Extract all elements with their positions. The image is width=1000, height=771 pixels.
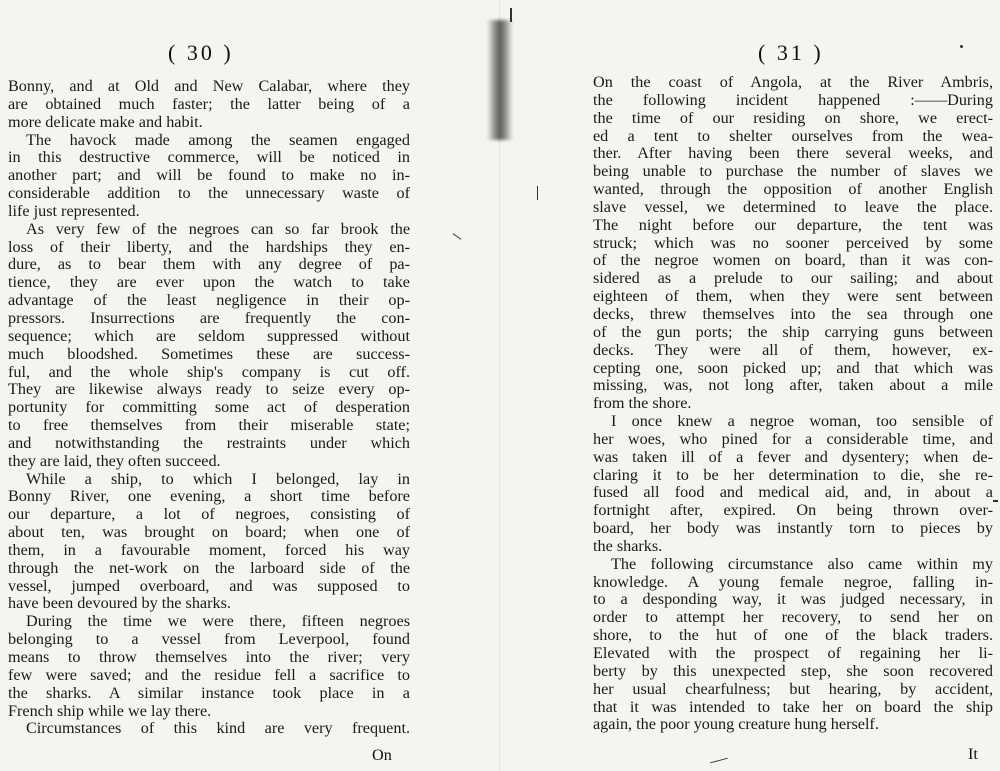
text-line: order to attempt her recovery, to send her on bbox=[593, 608, 993, 627]
text-line: the time of our residing on shore, we erect- bbox=[593, 108, 993, 127]
text-line: through the net-work on the larboard side of the bbox=[8, 558, 410, 577]
text-line: of the gun ports; the ship carrying guns between bbox=[593, 322, 993, 341]
text-line: I once knew a negroe woman, too sensible of bbox=[611, 412, 993, 431]
page-number: ( 31 ) bbox=[758, 40, 824, 65]
text-line: and notwithstanding the restraints under which bbox=[8, 433, 410, 452]
text-line: loss of their liberty, and the hardships they en- bbox=[8, 237, 410, 256]
text-line: Bonny, and at Old and New Calabar, where they bbox=[8, 77, 410, 95]
text-line: being unable to purchase the number of slaves we bbox=[593, 162, 993, 181]
text-line: struck; which was no sooner perceived by some bbox=[593, 233, 993, 252]
text-line: to free themselves from their miserable state; bbox=[8, 416, 410, 435]
text-line: the sharks. A similar instance took place in a bbox=[8, 683, 410, 702]
text-line: slave vessel, we determined to leave the place. bbox=[593, 197, 993, 216]
text-line: another part; and will be found to make no in- bbox=[8, 166, 410, 185]
text-line: the following incident happened :——During bbox=[593, 90, 993, 109]
text-line: life just represented. bbox=[8, 201, 140, 220]
text-line: from the shore. bbox=[593, 394, 692, 413]
page-number: ( 30 ) bbox=[168, 40, 234, 65]
text-line: tience, they are ever upon the watch to take bbox=[8, 273, 410, 292]
text-line: much bloodshed. Sometimes these are success- bbox=[8, 344, 410, 363]
text-line: Circumstances of this kind are very frequent. bbox=[26, 719, 410, 738]
text-line: Bonny River, one evening, a short time before bbox=[8, 487, 410, 506]
text-line: the sharks. bbox=[593, 536, 663, 555]
text-line: sequence; which are seldom suppressed without bbox=[8, 326, 410, 345]
text-line: our departure, a lot of negroes, consisting of bbox=[8, 505, 410, 524]
text-line: board, her body was instantly torn to pieces by bbox=[593, 519, 993, 538]
text-line: During the time we were there, fifteen negroes bbox=[26, 612, 410, 631]
text-line: The night before our departure, the tent was bbox=[593, 215, 993, 234]
text-line: in this destructive commerce, will be noticed in bbox=[8, 148, 410, 167]
text-line: cepting one, soon picked up; and that which was bbox=[593, 358, 993, 377]
text-line: shore, to the hut of one of the black traders. bbox=[593, 626, 993, 645]
text-line: few were saved; and the residue fell a sacrifice to bbox=[8, 665, 410, 684]
text-line: ed a tent to shelter ourselves from the wea- bbox=[593, 126, 993, 145]
text-line: missing, was, not long after, taken about a mile bbox=[593, 376, 993, 395]
text-line: dure, as to bear them with any degree of pa- bbox=[8, 255, 410, 274]
text-line: her usual chearfulness; but hearing, by accident, bbox=[593, 679, 993, 698]
text-line: wanted, through the opposition of another English bbox=[593, 180, 993, 199]
text-line: more delicate make and habit. bbox=[8, 112, 203, 131]
text-line: The following circumstance also came within my bbox=[611, 554, 993, 573]
text-line: of the negroe women on board, than it was con- bbox=[593, 251, 993, 270]
text-line: knowledge. A young female negroe, falling in- bbox=[593, 572, 993, 591]
text-line: have been devoured by the sharks. bbox=[8, 594, 231, 613]
text-line: French ship while we lay there. bbox=[8, 701, 212, 720]
text-line: ful, and the whole ship's company is cut off. bbox=[8, 362, 410, 381]
text-line: again, the poor young creature hung herself. bbox=[593, 715, 879, 734]
text-line: they are laid, they often succeed. bbox=[8, 451, 221, 470]
text-line: belonging to a vessel from Leverpool, found bbox=[8, 630, 410, 649]
text-line: claring it to be her determination to die, she re- bbox=[593, 465, 993, 484]
page-text bbox=[593, 74, 993, 734]
catchword: It bbox=[968, 745, 978, 763]
text-line: are obtained much faster; the latter being of a bbox=[8, 94, 410, 113]
text-line: that it was intended to take her on board the ship bbox=[593, 697, 993, 716]
text-line: On the coast of Angola, at the River Ambris, bbox=[593, 73, 993, 91]
text-line: fortnight after, expired. On being thrown over- bbox=[593, 501, 993, 520]
text-line: fused all food and medical aid, and, in about a bbox=[593, 483, 993, 502]
text-line: pressors. Insurrections are frequently the con- bbox=[8, 308, 410, 327]
text-line: While a ship, to which I belonged, lay in bbox=[26, 469, 410, 488]
catchword: On bbox=[372, 746, 392, 764]
text-line: about ten, was brought on board; when one of bbox=[8, 523, 410, 542]
text-line: means to throw themselves into the river; very bbox=[8, 648, 410, 666]
text-line: eighteen of them, when they were sent between bbox=[593, 287, 993, 306]
text-line: them, in a favourable moment, forced his way bbox=[8, 540, 410, 559]
text-line: was taken ill of a fever and dysentery; when de- bbox=[593, 447, 993, 466]
text-line: Elevated with the prospect of regaining her li- bbox=[593, 644, 993, 662]
text-line: ther. After having been there several weeks, and bbox=[593, 144, 993, 163]
text-line: decks. They were all of them, however, ex- bbox=[593, 340, 993, 359]
text-line: decks, threw themselves into the sea through one bbox=[593, 304, 993, 323]
text-line: advantage of the least negligence in their op- bbox=[8, 291, 410, 310]
page-text bbox=[8, 78, 410, 738]
text-line: They are likewise always ready to seize every op- bbox=[8, 380, 410, 399]
text-line: As very few of the negroes can so far brook the bbox=[26, 219, 410, 238]
right-page bbox=[500, 0, 1000, 771]
text-line: to a desponding way, it was judged necessary, in bbox=[593, 590, 993, 609]
text-line: sidered as a prelude to our sailing; and about bbox=[593, 269, 993, 288]
text-line: vessel, jumped overboard, and was supposed to bbox=[8, 576, 410, 595]
text-line: considerable addition to the unnecessary waste of bbox=[8, 184, 410, 203]
text-line: berty by this unexpected step, she soon recovered bbox=[593, 661, 993, 680]
text-line: The havock made among the seamen engaged bbox=[26, 130, 410, 149]
text-line: her woes, who pined for a considerable time, and bbox=[593, 429, 993, 448]
text-line: portunity for committing some act of desperation bbox=[8, 398, 410, 417]
